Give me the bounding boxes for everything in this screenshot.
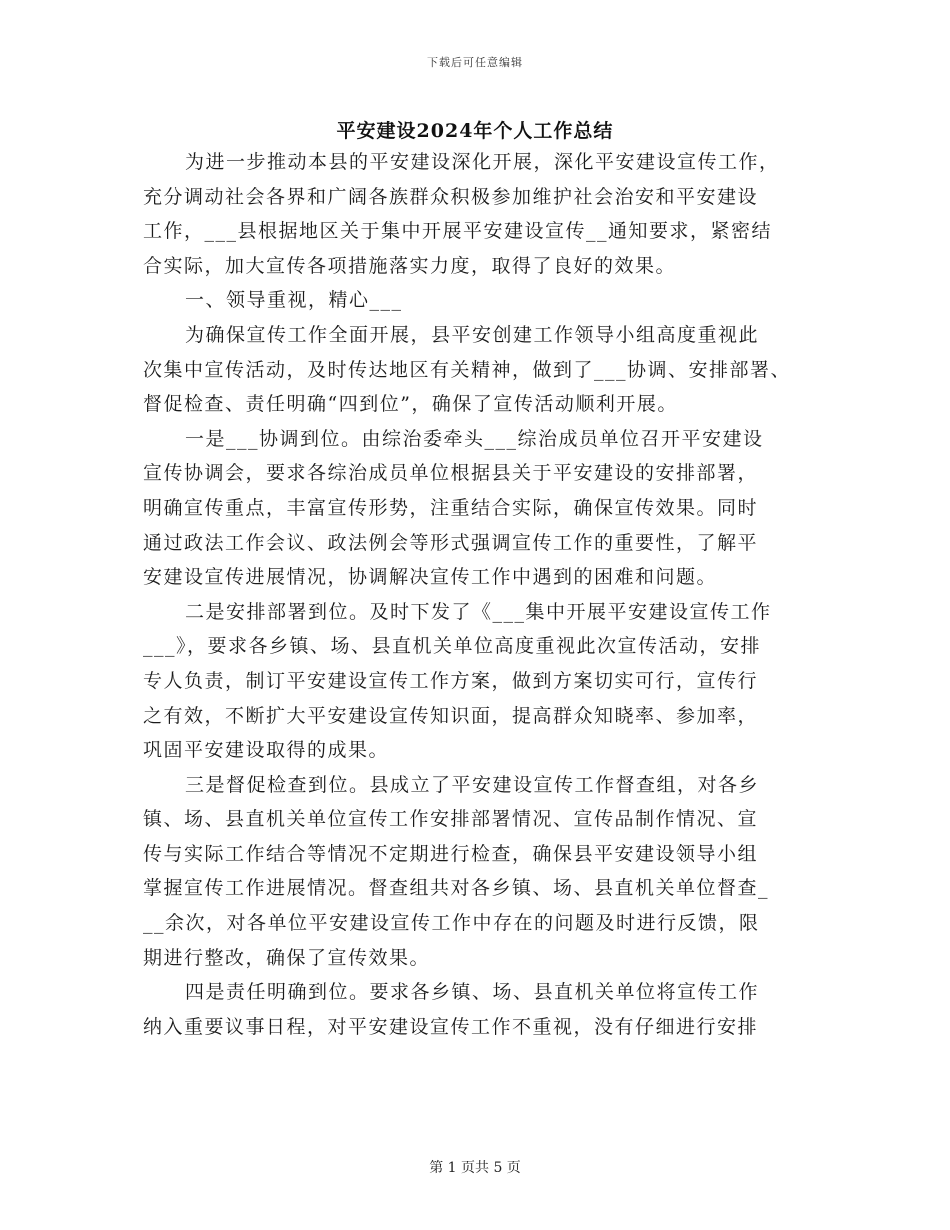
body-line: 镇、场、县直机关单位宣传工作安排部署情况、宣传品制作情况、宣 (143, 808, 759, 831)
body-line: 三是督促检查到位。县成立了平安建设宣传工作督查组，对各乡 (185, 773, 760, 796)
body-line: 明确宣传重点，丰富宣传形势，注重结合实际，确保宣传效果。同时 (143, 496, 759, 519)
page-footer: 第 1 页共 5 页 (429, 1160, 521, 1176)
body-line: 宣传协调会，要求各综治成员单位根据县关于平安建设的安排部署， (143, 462, 759, 485)
body-line: 为进一步推动本县的平安建设深化开展，深化平安建设宣传工作， (185, 151, 780, 173)
body-line: 工作，___县根据地区关于集中开展平安建设宣传__通知要求，紧密结 (143, 220, 773, 243)
body-line: 巩固平安建设取得的成果。 (143, 739, 390, 762)
body-line: 督促检查、责任明确“四到位”，确保了宣传活动顺利开展。 (143, 393, 678, 416)
body-line: 一是___协调到位。由综治委牵头___综治成员单位召开平安建设 (185, 427, 764, 450)
body-line: 为确保宣传工作全面开展，县平安创建工作领导小组高度重视此 (185, 323, 760, 346)
body-line: 合实际，加大宣传各项措施落实力度，取得了良好的效果。 (143, 254, 677, 277)
body-line: 四是责任明确到位。要求各乡镇、场、县直机关单位将宣传工作 (185, 981, 760, 1004)
body-line: 一、领导重视，精心___ (185, 289, 403, 312)
document-body (143, 145, 811, 1044)
body-line: 通过政法工作会议、政法例会等形式强调宣传工作的重要性，了解平 (143, 531, 759, 554)
body-line: ___》，要求各乡镇、场、县直机关单位高度重视此次宣传活动，安排 (143, 635, 762, 658)
document-title: 平安建设2024年个人工作总结 (336, 120, 614, 142)
header-note: 下载后可任意编辑 (427, 56, 523, 69)
body-line: 之有效，不断扩大平安建设宣传知识面，提高群众知晓率、参加率， (143, 704, 759, 727)
body-line: 纳入重要议事日程，对平安建设宣传工作不重视，没有仔细进行安排 (143, 1015, 759, 1038)
body-line: __余次，对各单位平安建设宣传工作中存在的问题及时进行反馈，限 (143, 912, 760, 935)
body-line: 期进行整改，确保了宣传效果。 (143, 946, 431, 969)
body-line: 传与实际工作结合等情况不定期进行检查，确保县平安建设领导小组 (143, 842, 759, 865)
body-line: 充分调动社会各界和广阔各族群众积极参加维护社会治安和平安建设 (143, 185, 759, 208)
body-line: 专人负责，制订平安建设宣传工作方案，做到方案切实可行，宣传行 (143, 669, 759, 692)
body-line: 二是安排部署到位。及时下发了《___集中开展平安建设宣传工作 (185, 600, 772, 623)
body-line: 掌握宣传工作进展情况。督查组共对各乡镇、场、县直机关单位督查_ (143, 877, 770, 900)
body-line: 次集中宣传活动，及时传达地区有关精神，做到了___协调、安排部署、 (143, 358, 792, 381)
body-line: 安建设宣传进展情况，协调解决宣传工作中遇到的困难和问题。 (143, 566, 718, 589)
